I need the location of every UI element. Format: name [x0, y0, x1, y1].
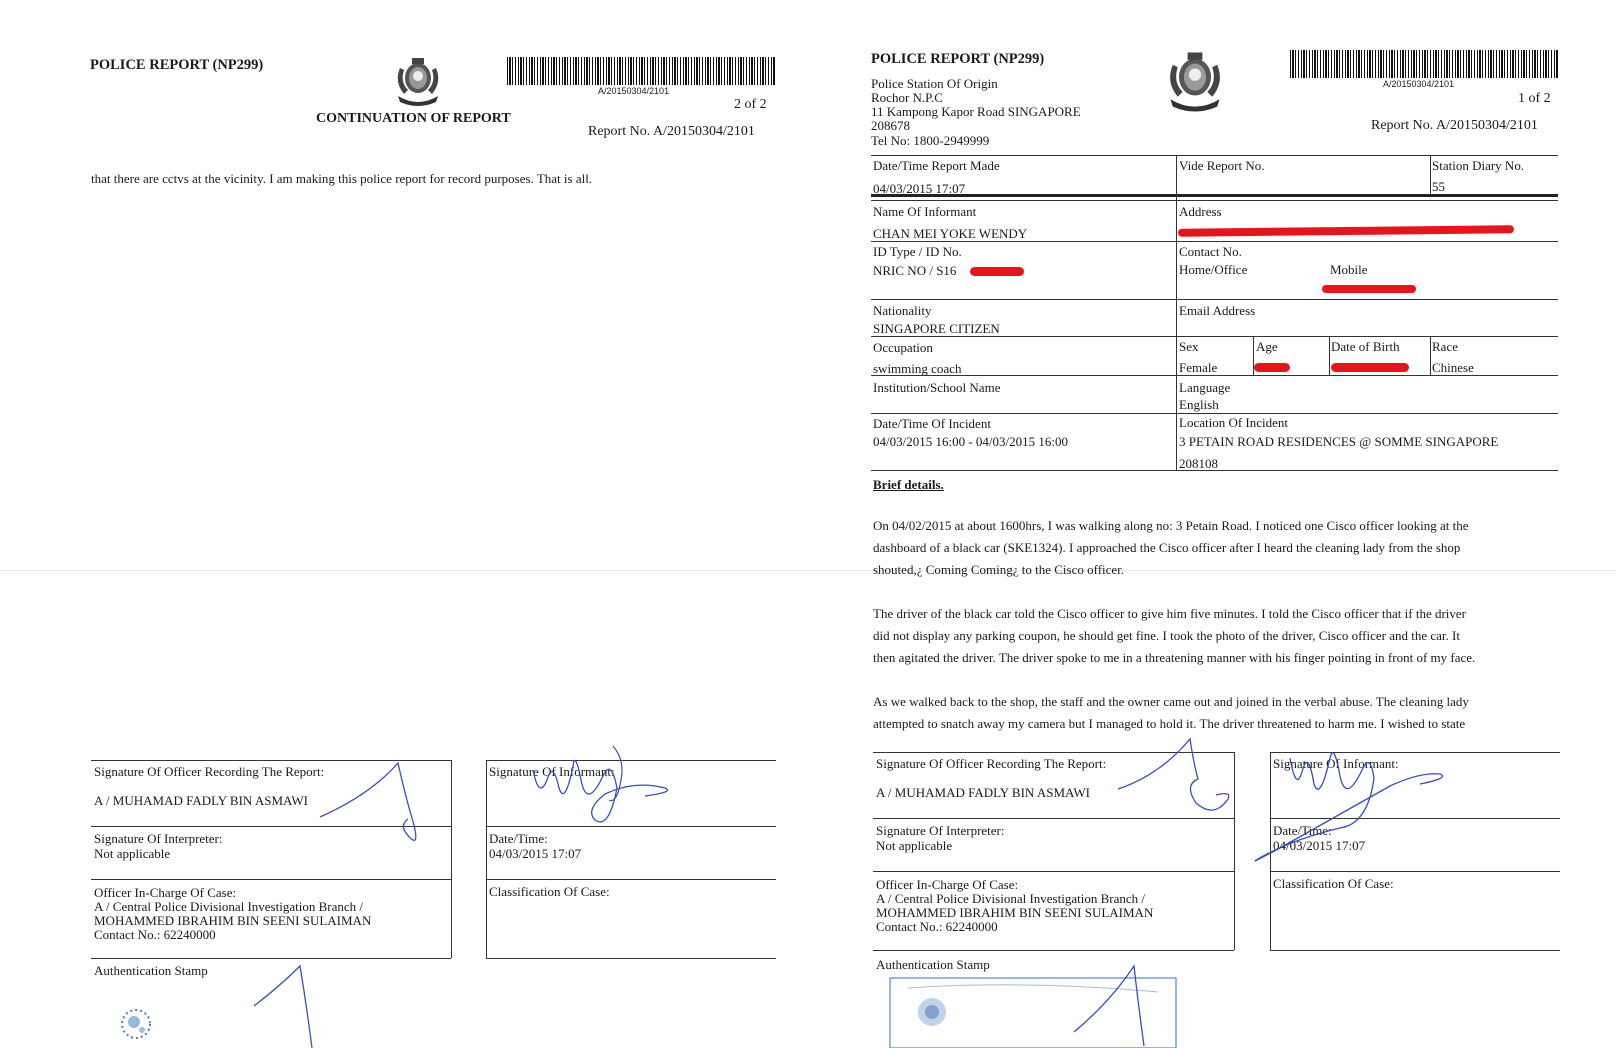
barcode [507, 57, 775, 85]
station-address-2: 208678 [871, 118, 910, 133]
report-subtitle: CONTINUATION OF REPORT [316, 111, 511, 126]
language-value: English [1179, 397, 1219, 412]
language-label: Language [1179, 380, 1231, 395]
interpreter-value: Not applicable [876, 838, 953, 853]
mobile-redaction [1322, 285, 1416, 293]
official-stamp-icon [112, 1000, 162, 1048]
dob-redaction [1331, 363, 1409, 372]
oic-line-2: MOHAMMED IBRAHIM BIN SEENI SULAIMAN [876, 905, 1154, 920]
officer-signature-label: Signature Of Officer Recording The Report: [876, 756, 1107, 771]
nationality-value: SINGAPORE CITIZEN [873, 321, 1000, 336]
classification-label: Classification Of Case: [489, 884, 610, 899]
id-value: NRIC NO / S16 [873, 263, 957, 278]
station-diary-label: Station Diary No. [1432, 158, 1525, 173]
station-diary-value: 55 [1432, 179, 1445, 194]
informant-signature-icon [1250, 728, 1460, 868]
brief-details-heading: Brief details. [873, 477, 944, 492]
report-title: POLICE REPORT (NP299) [90, 57, 264, 73]
stamp-signature-icon [1070, 962, 1190, 1048]
informant-signature-label: Signature Of Informant: [489, 764, 615, 779]
address-label: Address [1179, 204, 1222, 219]
datetime-value: 04/03/2015 17:07 [489, 846, 582, 861]
report-number: Report No. A/20150304/2101 [588, 124, 755, 139]
oic-line-1: A / Central Police Divisional Investigation Branch / [876, 891, 1145, 906]
officer-signature-icon [1110, 735, 1240, 825]
race-label: Race [1432, 339, 1458, 354]
oic-label: Officer In-Charge Of Case: [876, 877, 1019, 892]
datetime-label: Date/Time: [489, 831, 548, 846]
report-title: POLICE REPORT (NP299) [871, 51, 1045, 67]
sex-label: Sex [1179, 339, 1199, 354]
interpreter-label: Signature Of Interpreter: [94, 831, 223, 846]
location-value-2: 208108 [1179, 456, 1218, 471]
page-number: 2 of 2 [734, 97, 767, 112]
location-value-1: 3 PETAIN ROAD RESIDENCES @ SOMME SINGAPORE [1179, 434, 1499, 449]
sex-value: Female [1179, 360, 1218, 375]
brief-line: shouted,¿ Coming Coming¿ to the Cisco officer. [873, 562, 1125, 577]
brief-paragraph-2 [873, 603, 1475, 669]
vide-report-label: Vide Report No. [1179, 158, 1265, 173]
email-label: Email Address [1179, 303, 1256, 318]
age-label: Age [1256, 339, 1278, 354]
police-crest-icon [390, 56, 446, 108]
interpreter-label: Signature Of Interpreter: [876, 823, 1005, 838]
id-label: ID Type / ID No. [873, 244, 962, 259]
officer-signature-label: Signature Of Officer Recording The Report: [94, 764, 325, 779]
oic-line-2: MOHAMMED IBRAHIM BIN SEENI SULAIMAN [94, 913, 372, 928]
incident-datetime-value: 04/03/2015 16:00 - 04/03/2015 16:00 [873, 434, 1068, 449]
brief-paragraph-1 [873, 515, 1469, 581]
brief-line: On 04/02/2015 at about 1600hrs, I was walking along no: 3 Petain Road. I noticed one Cisco officer looking at the [873, 518, 1469, 533]
station-tel: Tel No: 1800-2949999 [871, 133, 990, 148]
oic-line-3: Contact No.: 62240000 [94, 927, 216, 942]
interpreter-value: Not applicable [94, 846, 171, 861]
id-redaction [970, 267, 1024, 276]
location-label: Location Of Incident [1179, 415, 1289, 430]
informant-signature-icon [525, 740, 685, 850]
brief-line: attempted to snatch away my camera but I managed to hold it. The driver threatened to harm me. I wished to state [873, 716, 1466, 731]
informant-label: Name Of Informant [873, 204, 977, 219]
barcode-number: A/20150304/2101 [598, 86, 670, 96]
barcode [1290, 50, 1558, 78]
institution-label: Institution/School Name [873, 380, 1001, 395]
occupation-value: swimming coach [873, 361, 962, 376]
auth-stamp-label: Authentication Stamp [94, 963, 208, 978]
datetime-label: Date/Time: [1273, 823, 1332, 838]
home-office-label: Home/Office [1179, 262, 1248, 277]
brief-line: then agitated the driver. The driver spoke to me in a threatening manner with his finger pointing in front of my face. [873, 650, 1476, 665]
oic-line-1: A / Central Police Divisional Investigation Branch / [94, 899, 363, 914]
officer-signature-icon [310, 755, 440, 855]
continuation-text: that there are cctvs at the vicinity. I am making this police report for record purposes. That is all. [91, 171, 593, 186]
stamp-signature-icon [250, 962, 340, 1048]
barcode-number: A/20150304/2101 [1383, 79, 1455, 89]
datetime-made-label: Date/Time Report Made [873, 158, 1000, 173]
station-name: Rochor N.P.C [871, 90, 943, 105]
brief-line: dashboard of a black car (SKE1324). I approached the Cisco officer after I heard the cleaning lady from the shop [873, 540, 1461, 555]
page-number: 1 of 2 [1518, 91, 1551, 106]
report-number: Report No. A/20150304/2101 [1371, 118, 1538, 133]
race-value: Chinese [1432, 360, 1474, 375]
oic-label: Officer In-Charge Of Case: [94, 885, 237, 900]
age-redaction [1254, 363, 1290, 372]
auth-stamp-label: Authentication Stamp [876, 957, 990, 972]
police-crest-icon [1160, 50, 1230, 114]
contact-label: Contact No. [1179, 244, 1242, 259]
occupation-label: Occupation [873, 340, 933, 355]
brief-line: The driver of the black car told the Cisco officer to give him five minutes. I told the Cisco officer that if the driver [873, 606, 1467, 621]
classification-label: Classification Of Case: [1273, 876, 1394, 891]
datetime-made-value: 04/03/2015 17:07 [873, 181, 966, 196]
officer-name: A / MUHAMAD FADLY BIN ASMAWI [876, 785, 1090, 800]
datetime-value: 04/03/2015 17:07 [1273, 838, 1366, 853]
oic-line-3: Contact No.: 62240000 [876, 919, 998, 934]
officer-name: A / MUHAMAD FADLY BIN ASMAWI [94, 793, 308, 808]
nationality-label: Nationality [873, 303, 932, 318]
station-label: Police Station Of Origin [871, 76, 998, 91]
brief-line: did not display any parking coupon, he should get fine. I took the photo of the driver, Cisco officer and the car. It [873, 628, 1460, 643]
mobile-label: Mobile [1330, 262, 1368, 277]
station-address-1: 11 Kampong Kapor Road SINGAPORE [871, 104, 1081, 119]
brief-line: As we walked back to the shop, the staff and the owner came out and joined in the verbal abuse. The cleaning lady [873, 694, 1469, 709]
informant-value: CHAN MEI YOKE WENDY [873, 226, 1028, 241]
dob-label: Date of Birth [1331, 339, 1400, 354]
informant-signature-label: Signature Of Informant: [1273, 756, 1399, 771]
incident-datetime-label: Date/Time Of Incident [873, 416, 991, 431]
address-redaction [1178, 225, 1514, 237]
